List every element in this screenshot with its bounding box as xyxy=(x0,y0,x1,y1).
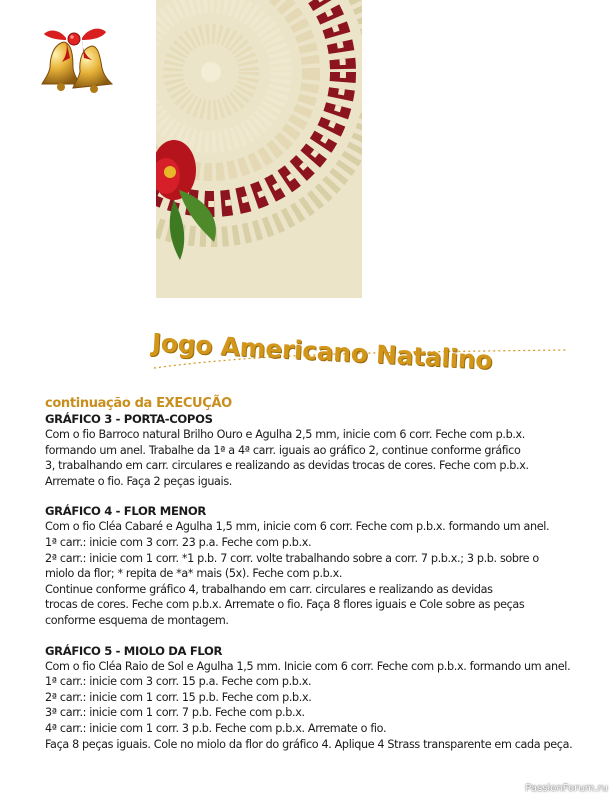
watermark: PassionForum.ru xyxy=(525,783,608,794)
text-line: 3, trabalhando em carr. circulares e realizando as devidas trocas de cores. Feche com p.b.x. xyxy=(45,459,529,473)
christmas-bells-icon xyxy=(36,22,124,100)
page-title: Jogo Americano Natalino xyxy=(151,328,493,375)
text-line: 4ª carr.: inicie com 1 corr. 3 p.b. Feche com p.b.x. Arremate o fio. xyxy=(45,721,387,735)
text-line: Arremate o fio. Faça 2 peças iguais. xyxy=(45,474,233,488)
text-line: miolo da flor; * repita de *a* mais (5x). Feche com p.b.x. xyxy=(45,567,343,581)
text-line: Continue conforme gráfico 4, trabalhando em carr. circulares e realizando as devidas xyxy=(45,582,493,596)
section-title: continuação da EXECUÇÃO xyxy=(45,396,232,411)
heading-grafico-4: GRÁFICO 4 - FLOR MENOR xyxy=(45,504,206,519)
text-line: 1ª carr.: inicie com 3 corr. 23 p.a. Feche com p.b.x. xyxy=(45,535,312,549)
page-title-banner xyxy=(152,322,572,386)
text-line: trocas de cores. Feche com p.b.x. Arremate o fio. Faça 8 flores iguais e Cole sobre as peças xyxy=(45,598,525,612)
text-line: Com o fio Cléa Raio de Sol e Agulha 1,5 mm. Inicie com 6 corr. Feche com p.b.x. formando um anel. xyxy=(45,659,571,673)
text-line: 3ª carr.: inicie com 1 corr. 7 p.b. Feche com p.b.x. xyxy=(45,706,305,720)
text-line: Com o fio Cléa Cabaré e Agulha 1,5 mm, inicie com 6 corr. Feche com p.b.x. formando um anel. xyxy=(45,520,550,534)
crochet-placemat-photo xyxy=(156,0,362,298)
instructions-content xyxy=(45,396,590,752)
text-line: Com o fio Barroco natural Brilho Ouro e Agulha 2,5 mm, inicie com 6 corr. Feche com p.b.x. xyxy=(45,428,526,441)
text-line: conforme esquema de montagem. xyxy=(45,613,229,627)
heading-grafico-3: GRÁFICO 3 - PORTA-COPOS xyxy=(45,412,213,426)
text-line: 1ª carr.: inicie com 3 corr. 15 p.a. Feche com p.b.x. xyxy=(45,675,312,689)
text-line: formando um anel. Trabalhe da 1ª a 4ª carr. iguais ao gráfico 2, continue conforme gráfico xyxy=(45,443,521,457)
text-line: 2ª carr.: inicie com 1 corr. *1 p.b. 7 corr. volte trabalhando sobre a corr. 7 p.b.x.; 3 p.b. sobre o xyxy=(45,551,539,565)
text-line: Faça 8 peças iguais. Cole no miolo da flor do gráfico 4. Aplique 4 Strass transparente em cada peça. xyxy=(45,737,573,751)
text-line: 2ª carr.: inicie com 1 corr. 15 p.b. Feche com p.b.x. xyxy=(45,690,312,704)
heading-grafico-5: GRÁFICO 5 - MIOLO DA FLOR xyxy=(45,643,223,658)
